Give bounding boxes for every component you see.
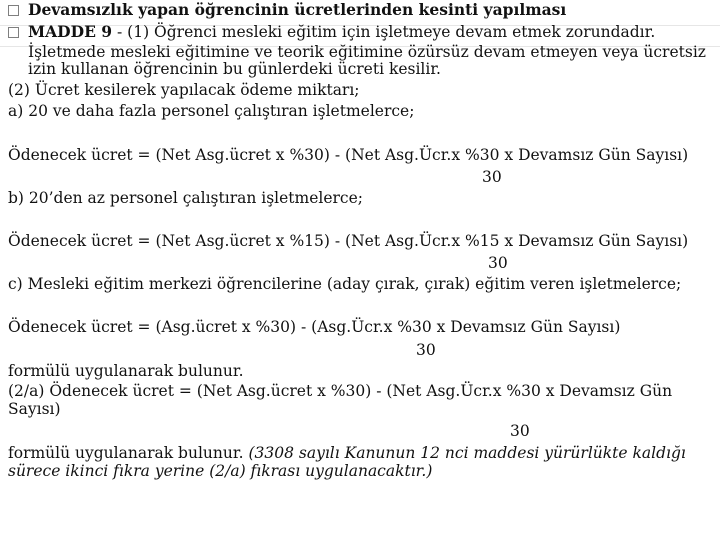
formula-note-1: formülü uygulanarak bulunur.: [8, 362, 244, 380]
formula-a: Ödenecek ücret = (Net Asg.ücret x %30) - (Net Asg.Ücr.x %30 x Devamsız Gün Sayısı): [8, 146, 689, 164]
denominator-2a: 30: [510, 422, 530, 440]
formula-note-2: formülü uygulanarak bulunur.: [8, 444, 244, 462]
madde-line-2: İşletmede mesleki eğitimine ve teorik eğitimine özürsüz devam etmeyen veya ücretsiz: [28, 43, 706, 61]
formula-2a-line-2: Sayısı): [8, 400, 61, 418]
case-b: b) 20’den az personel çalıştıran işletmelerce;: [8, 189, 364, 207]
denominator-a: 30: [482, 168, 502, 186]
madde-line-3: izin kullanan öğrencinin bu günlerdeki ücreti kesilir.: [28, 60, 441, 78]
formula-note-2-line: [8, 443, 686, 463]
note-italic-1: (3308 sayılı Kanunun 12 nci maddesi yürürlükte kaldığı: [248, 444, 686, 462]
case-a: a) 20 ve daha fazla personel çalıştıran işletmelerce;: [8, 102, 415, 120]
formula-b: Ödenecek ücret = (Net Asg.ücret x %15) - (Net Asg.Ücr.x %15 x Devamsız Gün Sayısı): [8, 232, 689, 250]
case-c: c) Mesleki eğitim merkezi öğrencilerine (aday çırak, çırak) eğitim veren işletmelerce;: [8, 275, 682, 293]
formula-2a-line-1: (2/a) Ödenecek ücret = (Net Asg.ücret x %30) - (Net Asg.Ücr.x %30 x Devamsız Gün: [8, 382, 673, 400]
denominator-b: 30: [488, 254, 508, 272]
denominator-c: 30: [416, 341, 436, 359]
madde-text: - (1) Öğrenci mesleki eğitim için işletmeye devam etmek zorundadır.: [117, 23, 656, 41]
section-heading: Devamsızlık yapan öğrencinin ücretlerinden kesinti yapılması: [28, 0, 567, 19]
madde-line-1: [28, 22, 655, 42]
bullet-square-icon: [8, 27, 19, 38]
formula-c: Ödenecek ücret = (Asg.ücret x %30) - (Asg.Ücr.x %30 x Devamsız Gün Sayısı): [8, 318, 621, 336]
bullet-square-icon: [8, 5, 19, 16]
note-italic-2: sürece ikinci fıkra yerine (2/a) fıkrası uygulanacaktır.): [8, 462, 433, 480]
madde-title: MADDE 9: [28, 22, 113, 41]
paragraph-2: (2) Ücret kesilerek yapılacak ödeme miktarı;: [8, 81, 360, 99]
